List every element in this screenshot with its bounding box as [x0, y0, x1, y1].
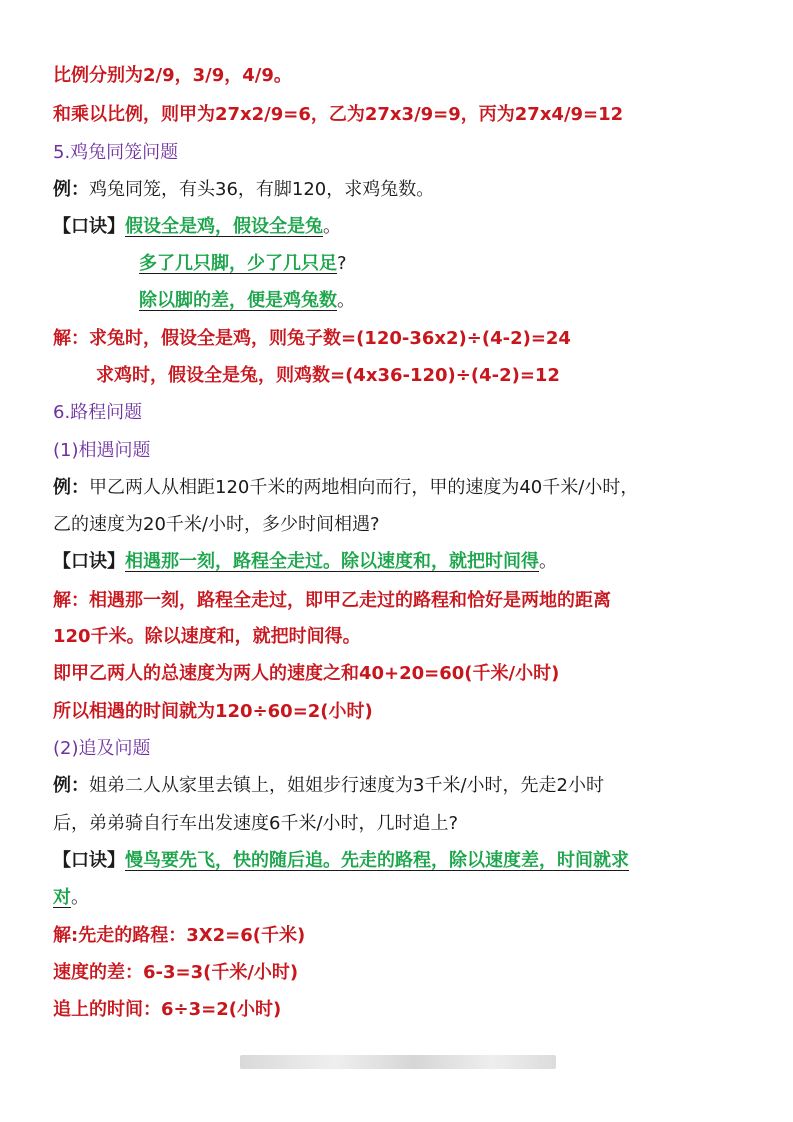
example-chase-line2: 后，弟弟骑自行车出发速度6千米/小时，几时追上?: [53, 813, 459, 834]
mnemonic-label: 【口诀】: [53, 850, 125, 871]
mnemonic-label: 【口诀】: [53, 216, 125, 237]
example-label: 例：: [53, 477, 89, 498]
mnemonic-text: 假设全是鸡，假设全是兔: [125, 216, 323, 237]
example-chicken-rabbit: [53, 178, 434, 202]
ratio-line: 比例分别为2/9，3/9，4/9。: [53, 65, 292, 86]
subsection-meeting: (1)相遇问题: [53, 440, 151, 461]
mnemonic-punct: 。: [337, 290, 355, 311]
section-title-chicken-rabbit: 5.鸡兔同笼问题: [53, 142, 179, 163]
mnemonic-punct: 。: [323, 216, 341, 237]
mnemonic-label: 【口诀】: [53, 551, 125, 572]
mnemonic-chase-1: [53, 849, 629, 873]
subsection-chase: (2)追及问题: [53, 738, 151, 759]
example-label: 例：: [53, 179, 89, 200]
example-text: 姐弟二人从家里去镇上，姐姐步行速度为3千米/小时，先走2小时: [89, 775, 604, 796]
mnemonic-chase-2: [53, 886, 89, 910]
example-text: 甲乙两人从相距120千米的两地相向而行，甲的速度为40千米/小时，: [89, 477, 639, 498]
example-meeting-line2: 乙的速度为20千米/小时，多少时间相遇?: [53, 514, 380, 535]
mnemonic-punct: ?: [337, 253, 347, 274]
mnemonic-text: 对: [53, 887, 71, 908]
mnemonic-chicken-rabbit-3: [139, 289, 355, 313]
solution-meeting-1: 解：相遇那一刻，路程全走过，即甲乙走过的路程和恰好是两地的距离: [53, 590, 611, 611]
example-chase-line1: [53, 774, 604, 798]
mnemonic-chicken-rabbit-1: [53, 215, 341, 239]
ratio-result-line: 和乘以比例，则甲为27x2/9=6，乙为27x3/9=9，丙为27x4/9=12: [53, 104, 624, 125]
solution-meeting-4: 所以相遇的时间就为120÷60=2(小时): [53, 701, 373, 722]
mnemonic-text: 慢鸟要先飞，快的随后追。先走的路程，除以速度差，时间就求: [125, 850, 629, 871]
example-meeting-line1: [53, 476, 638, 500]
mnemonic-chicken-rabbit-2: [139, 252, 347, 276]
blurred-footer-watermark: [240, 1055, 556, 1069]
mnemonic-meeting: [53, 550, 557, 574]
mnemonic-punct: 。: [71, 887, 89, 908]
solution-chicken: 求鸡时，假设全是兔，则鸡数=(4x36-120)÷(4-2)=12: [96, 365, 560, 386]
solution-rabbit: 解：求兔时，假设全是鸡，则兔子数=(120-36x2)÷(4-2)=24: [53, 328, 571, 349]
solution-meeting-3: 即甲乙两人的总速度为两人的速度之和40+20=60(千米/小时): [53, 663, 560, 684]
solution-chase-3: 追上的时间：6÷3=2(小时): [53, 999, 282, 1020]
mnemonic-text: 除以脚的差，便是鸡兔数: [139, 290, 337, 311]
section-title-distance: 6.路程问题: [53, 402, 143, 423]
mnemonic-text: 相遇那一刻，路程全走过。除以速度和，就把时间得: [125, 551, 539, 572]
solution-meeting-2: 120千米。除以速度和，就把时间得。: [53, 626, 361, 647]
mnemonic-punct: 。: [539, 551, 557, 572]
mnemonic-text: 多了几只脚，少了几只足: [139, 253, 337, 274]
solution-chase-2: 速度的差：6-3=3(千米/小时): [53, 962, 299, 983]
solution-chase-1: 解:先走的路程：3X2=6(千米): [53, 925, 306, 946]
example-label: 例：: [53, 775, 89, 796]
example-text: 鸡兔同笼，有头36，有脚120，求鸡兔数。: [89, 179, 435, 200]
